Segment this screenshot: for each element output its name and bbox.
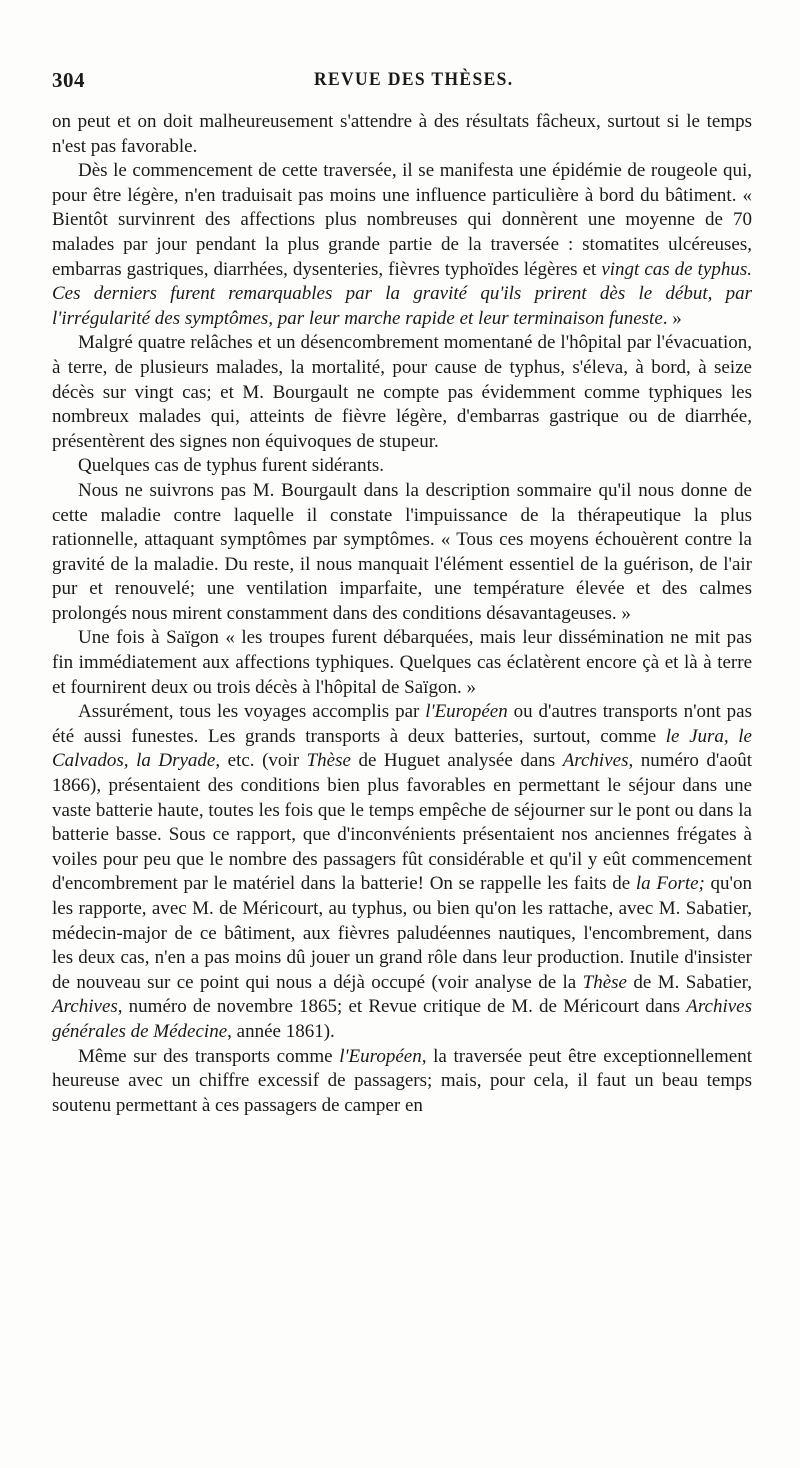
text-run: , la traversée peut être exceptionnellement heureuse avec un chiffre excessif de passagers; mais, pour cela, il faut un beau temps soutenu permettant à ces passagers de camper en — [52, 1045, 752, 1116]
running-title: REVUE DES THÈSES. — [314, 69, 514, 90]
paragraph — [52, 479, 752, 627]
paragraph — [52, 700, 752, 1044]
paragraph — [52, 1045, 752, 1119]
text-run: , etc. (voir — [215, 750, 307, 772]
text-run: Dès le commencement de cette traversée, il se manifesta une épidémie de rougeole qui, pour être légère, n'en traduisait pas moins une influence particulière à bord du bâtiment. « Bientôt survinrent des affections plus nombreuses qui donnèrent une moyenne de 70 malades par jour pendant la plus grande partie de la traversée : stomatites ulcéreuses, embarras gastriques, diarrhées, dysenteries, fièvres typhoïdes légères et — [52, 160, 752, 280]
text-run: Quelques cas de typhus furent sidérants. — [78, 455, 385, 477]
paragraph — [52, 454, 752, 479]
text-run: , numéro de novembre 1865; et Revue critique de M. de Méricourt dans — [117, 996, 687, 1018]
italic-text: vingt cas de typhus. Ces derniers furent remarquables par la gravité qu'ils prirent dès le début, par l'irrégularité des symptômes, par leur marche rapide et leur terminaison funeste — [52, 258, 752, 329]
italic-text: Thèse — [306, 750, 351, 772]
paragraph — [52, 159, 752, 331]
text-run: de Huguet analysée dans — [350, 750, 563, 772]
text-run: Assurément, tous les voyages accomplis par — [78, 701, 426, 723]
text-run: , année 1861). — [227, 1020, 335, 1042]
text-run: Nous ne suivrons pas M. Bourgault dans la description sommaire qu'il nous donne de cette maladie contre laquelle il constate l'impuissance de la thérapeutique la plus rationnelle, attaquant symptômes par symptômes. « Tous ces moyens échouèrent contre la gravité de la maladie. Du reste, il nous manquait l'élément essentiel de la guérison, de l'air pur et renouvelé; une ventilation imparfaite, une température élevée et des calmes prolongés nous mirent constamment dans des conditions désavantageuses. » — [52, 479, 752, 624]
text-run: qu'on les rapporte, avec M. de Méricourt, au typhus, ou bien qu'on les rattache, avec M. Sabatier, médecin-major de ce bâtiment, aux fièvres paludéennes nautiques, l'encombrement, dans les deux cas, n'en a pas moins dû jouer un grand rôle dans leur production. Inutile d'insister de nouveau sur ce point qui nous a déjà occupé (voir analyse de la — [52, 873, 752, 993]
text-run: on peut et on doit malheureusement s'attendre à des résultats fâcheux, surtout si le temps n'est pas favorable. — [52, 111, 752, 157]
italic-text: l'Européen — [425, 701, 508, 723]
italic-text: la Forte; — [635, 873, 705, 895]
paragraph — [52, 331, 752, 454]
italic-text: Archives — [562, 750, 629, 772]
italic-text: le Jura, le Calvados, la Dryade — [52, 725, 752, 772]
italic-text: Thèse — [582, 971, 627, 993]
text-run: , numéro d'août 1866), présentaient des conditions bien plus favorables en permettant le séjour dans une vaste batterie haute, toutes les fois que le temps empêche de séjourner sur le pont ou dans la batterie basse. Sous ce rapport, que d'inconvénients présentaient nos anciennes frégates à voiles pour peu que le nombre des passagers fût considérable et qu'il y eût commencement d'encombrement par le matériel dans la batterie! On se rappelle les faits de — [52, 750, 752, 895]
text-run: Même sur des transports comme — [78, 1045, 340, 1067]
text-run: de M. Sabatier, — [626, 971, 753, 993]
text-run: Une fois à Saïgon « les troupes furent débarquées, mais leur dissémination ne mit pas fin immédiatement aux affections typhiques. Quelques cas éclatèrent encore çà et là à terre et fournirent deux ou trois décès à l'hôpital de Saïgon. » — [52, 627, 752, 698]
italic-text: Archives générales de Médecine — [52, 996, 752, 1042]
italic-text: Archives — [52, 996, 118, 1018]
text-run: Malgré quatre relâches et un désencombrement momentané de l'hôpital par l'évacuation, à terre, de plusieurs malades, la mortalité, pour cause de typhus, s'éleva, à bord, à seize décès sur vingt cas; et M. Bourgault ne compte pas évidemment comme typhiques les nombreux malades qui, atteints de fièvre légère, d'embarras gastrique ou de diarrhée, présentèrent des signes non équivoques de stupeur. — [52, 332, 752, 452]
page-number: 304 — [52, 68, 85, 92]
body-text — [52, 110, 752, 1118]
italic-text: l'Européen — [339, 1045, 422, 1067]
text-run: ou d'autres transports n'ont pas été aussi funestes. Les grands transports à deux batteries, surtout, comme — [52, 701, 752, 747]
paragraph — [52, 110, 752, 159]
text-run: . » — [662, 307, 682, 329]
paragraph — [52, 626, 752, 700]
page-header — [52, 68, 752, 102]
